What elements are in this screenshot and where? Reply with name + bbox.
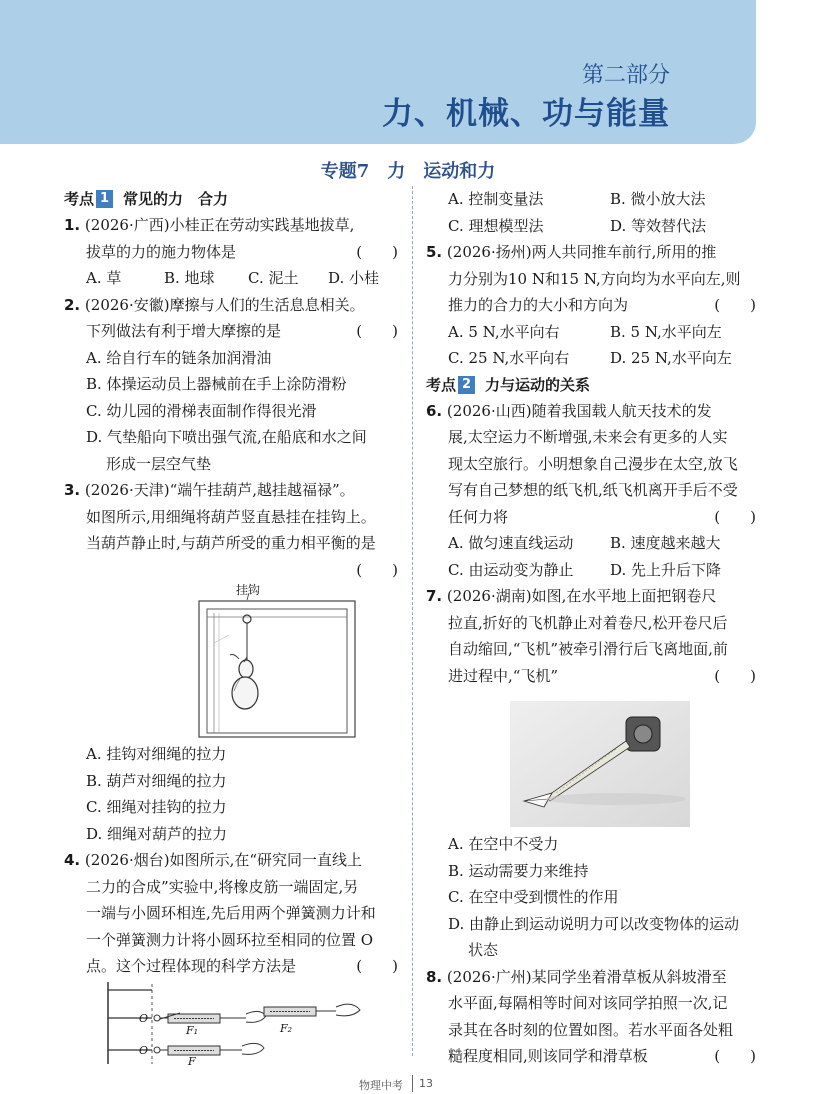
q4-options-row-1 [426,186,756,213]
point-o-label: O [139,1043,149,1057]
question-text: 写有自己梦想的纸飞机,纸飞机离开手后不受 [448,481,738,499]
question-text: 下列做法有利于增大摩擦的是 [86,322,282,340]
question-text: 糙程度相同,则该同学和滑草板 [448,1047,648,1065]
question-number: 4. [64,851,81,869]
question-text: 自动缩回,“飞机”被牵引滑行后飞离地面,前 [448,640,728,658]
question-text: (2026·天津)“端午挂葫芦,越挂越福禄”。 [84,481,355,499]
option-c: C. 在空中受到惯性的作用 [448,888,619,906]
left-column [64,186,398,1066]
answer-paren: ( ) [356,560,398,579]
header-banner [0,0,756,144]
footer-text: 物理中考 [359,1079,403,1092]
option-b: B. 运动需要力来维持 [448,861,589,880]
option-a: A. 在空中不受力 [448,835,559,853]
option-a: A. 做匀速直线运动 [448,534,574,552]
question-text: 水平面,每隔相等时间对该同学拍照一次,记 [448,994,728,1012]
question-text: 现太空旅行。小明想象自己漫步在太空,放飞 [448,454,738,473]
question-5 [426,239,756,372]
question-text: (2026·扬州)两人共同推车前行,所用的推 [446,243,717,261]
section-title: 常见的力 合力 [123,190,229,208]
question-7 [426,583,756,964]
option-b: B. 微小放大法 [610,190,706,208]
option-a: A. 挂钩对细绳的拉力 [86,745,227,763]
tape-plane-figure [426,689,756,831]
question-text: 录其在各时刻的位置如图。若水平面各处粗 [448,1020,734,1039]
question-text: 展,太空运力不断增强,未来会有更多的人实 [448,428,728,446]
section-prefix: 考点 [426,375,457,394]
question-number: 3. [64,481,81,499]
question-text: (2026·广西)小桂正在劳动实践基地拔草, [84,216,355,234]
option-c: C. 细绳对挂钩的拉力 [86,798,227,816]
question-text: 如图所示,用细绳将葫芦竖直悬挂在挂钩上。 [86,507,376,526]
question-text: 力分别为10 N和15 N,方向均为水平向左,则 [448,269,741,288]
option-b: B. 速度越来越大 [610,534,721,552]
option-a: A. 给自行车的链条加润滑油 [86,348,272,367]
option-d: D. 细绳对葫芦的拉力 [86,824,228,843]
question-text: (2026·广州)某同学坐着滑草板从斜坡滑至 [446,967,727,986]
option-d: D. 等效替代法 [610,216,707,235]
question-text: 任何力将 [448,507,509,526]
question-6 [426,398,756,584]
answer-paren: ( ) [356,242,398,261]
question-text: 当葫芦静止时,与葫芦所受的重力相平衡的是 [86,534,376,552]
option-a: A. 控制变量法 [448,190,544,208]
section-number-badge: 2 [458,376,475,394]
question-number: 7. [426,587,443,605]
question-text: (2026·烟台)如图所示,在“研究同一直线上 [84,851,363,869]
answer-paren: ( ) [714,507,756,526]
section-title: 力与运动的关系 [485,375,591,394]
footer-divider [412,1075,413,1092]
option-d: D. 先上升后下降 [610,560,722,579]
option-d: D. 小桂 [328,269,380,287]
question-text: 拔草的力的施力物体是 [86,242,237,261]
gourd-hook-illustration [64,583,398,741]
question-text: (2026·湖南)如图,在水平地上面把钢卷尺 [446,587,717,605]
option-d-continued: 状态 [468,941,499,959]
spring-scale-figure [64,980,398,1066]
question-text: 二力的合成”实验中,将橡皮筋一端固定,另 [86,877,359,896]
page-number: 13 [419,1077,433,1090]
section-prefix: 考点 [64,190,95,208]
tape-measure-plane-photo [426,689,756,831]
option-d: D. 气垫船向下喷出强气流,在船底和水之间 [86,428,367,446]
column-divider [412,186,413,1056]
question-number: 2. [64,295,81,314]
spring-scale-diagram [64,980,398,1066]
question-text: 推力的合力的大小和方向为 [448,296,629,314]
answer-paren: ( ) [714,1047,756,1065]
answer-paren: ( ) [714,296,756,314]
gourd-figure [64,583,398,741]
option-c: C. 泥土 [248,269,299,287]
question-number: 8. [426,967,443,986]
answer-paren: ( ) [356,957,398,975]
option-d: D. 25 N,水平向左 [610,349,732,367]
option-c: C. 25 N,水平向右 [448,349,570,367]
hook-label: 挂钩 [236,583,261,597]
topic-title: 专题7 力 运动和力 [320,161,496,182]
section-number-badge: 1 [96,190,113,208]
q4-options-row-2 [426,213,756,240]
option-d-continued: 形成一层空气垫 [106,454,212,473]
option-a: A. 草 [86,269,122,287]
page-footer [0,1074,816,1094]
option-c: C. 理想模型法 [448,216,544,235]
question-number: 1. [64,216,81,234]
question-text: 进过程中,“飞机” [448,666,559,685]
part-title: 力、机械、功与能量 [382,96,670,132]
question-number: 5. [426,243,443,261]
option-a: A. 5 N,水平向右 [448,322,560,341]
question-text: 拉直,折好的飞机静止对着卷尺,松开卷尺后 [448,613,728,632]
question-3 [64,477,398,847]
option-d: D. 由静止到运动说明力可以改变物体的运动 [448,914,740,933]
question-text: 点。这个过程体现的科学方法是 [86,957,297,975]
option-c: C. 由运动变为静止 [448,560,574,579]
question-number: 6. [426,401,443,420]
force-f-label: F [188,1054,196,1068]
answer-paren: ( ) [356,322,398,340]
question-2 [64,292,398,478]
question-4 [64,847,398,1066]
force-f1-label: F₁ [186,1023,199,1037]
section-heading-2 [426,372,756,398]
option-b: B. 葫芦对细绳的拉力 [86,771,227,790]
question-text: (2026·安徽)摩擦与人们的生活息息相关。 [84,295,365,314]
right-column [426,186,756,1070]
option-c: C. 幼儿园的滑梯表面制作得很光滑 [86,401,317,420]
question-1 [64,212,398,292]
question-text: (2026·山西)随着我国载人航天技术的发 [446,401,712,420]
section-heading-1 [64,186,398,212]
option-b: B. 地球 [164,269,215,287]
point-o-label: O [139,1011,149,1025]
option-b: B. 5 N,水平向左 [610,322,722,341]
answer-paren: ( ) [714,666,756,685]
question-text: 一个弹簧测力计将小圆环拉至相同的位置 O [86,930,374,949]
part-label: 第二部分 [581,63,670,88]
question-8 [426,964,756,1070]
question-text: 一端与小圆环相连,先后用两个弹簧测力计和 [86,904,376,922]
option-b: B. 体操运动员上器械前在手上涂防滑粉 [86,375,347,393]
force-f2-label: F₂ [280,1021,293,1035]
